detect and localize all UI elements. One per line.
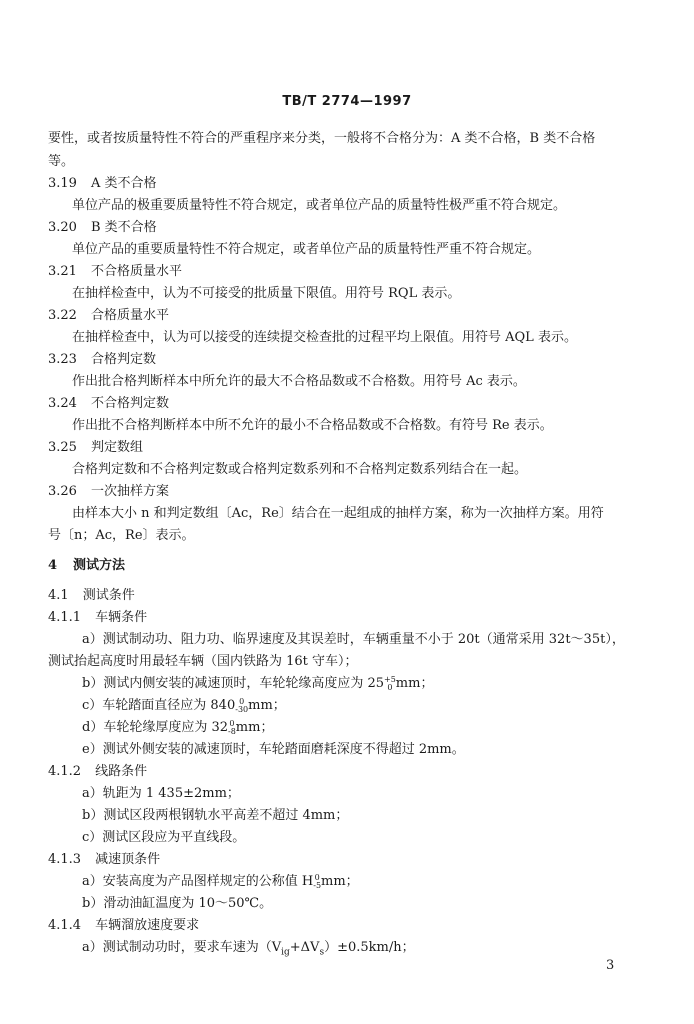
section-4-heading — [48, 556, 125, 576]
section-4-1-2-item-a: a）轨距为 1 435±2mm； — [82, 786, 240, 801]
section-3-21-text: 在抽样检查中，认为不可接受的批质量下限值。用符号 RQL 表示。 — [72, 286, 461, 301]
section-number: 3.25 — [48, 440, 77, 455]
section-title: 合格质量水平 — [90, 308, 169, 323]
section-3-26-text-1: 由样本大小 n 和判定数组〔Ac，Re〕结合在一起组成的抽样方案，称为一次抽样方案。用符 — [72, 506, 604, 521]
section-4-1-4-item-a — [82, 938, 415, 958]
section-number: 4.1.2 — [48, 764, 82, 779]
page-number: 3 — [606, 958, 615, 973]
section-title: 测试方法 — [73, 558, 126, 573]
section-4-1-3-item-b: b）滑动油缸温度为 10～50℃。 — [82, 896, 273, 911]
section-3-26-heading — [48, 482, 169, 502]
section-number: 3.24 — [48, 396, 77, 411]
section-3-25-text: 合格判定数和不合格判定数或合格判定数系列和不合格判定数系列结合在一起。 — [72, 462, 528, 477]
tolerance-upper: 0 — [229, 718, 235, 728]
item-unit: mm； — [235, 720, 274, 735]
section-number: 4 — [48, 558, 58, 573]
section-number: 3.20 — [48, 220, 77, 235]
section-4-1-1-item-b — [82, 674, 433, 694]
section-3-24-heading — [48, 394, 169, 414]
section-4-1-1-item-d — [82, 718, 273, 738]
item-unit: mm； — [321, 874, 359, 889]
item-text: ）±0.5km/h； — [324, 940, 415, 955]
item-text: c）车轮踏面直径应为 840 — [82, 698, 236, 713]
section-title: 判定数组 — [90, 440, 143, 455]
tolerance-upper: 0 — [314, 872, 320, 882]
section-3-25-heading — [48, 438, 143, 458]
section-4-1-4-heading — [48, 916, 199, 936]
section-3-20-heading — [48, 218, 157, 238]
item-text: a）安装高度为产品图样规定的公称值 H — [82, 874, 314, 889]
tolerance — [235, 698, 248, 714]
section-title: 一次抽样方案 — [90, 484, 169, 499]
section-number: 4.1.4 — [48, 918, 82, 933]
section-number: 3.21 — [48, 264, 77, 279]
tolerance — [313, 874, 321, 890]
item-text: d）车轮轮缘厚度应为 32 — [82, 720, 228, 735]
section-title: 车辆溜放速度要求 — [95, 918, 200, 933]
section-4-1-1-item-c — [82, 696, 286, 716]
tolerance-lower: -30 — [235, 704, 249, 714]
tolerance-upper: 0 — [239, 696, 245, 706]
section-4-1-1-item-a-line-1: a）测试制动功、阻力功、临界速度及其误差时，车辆重量不小于 20t（通常采用 32t～35t）， — [82, 632, 625, 647]
section-title: A 类不合格 — [90, 176, 157, 191]
section-number: 4.1 — [48, 588, 69, 603]
section-number: 3.19 — [48, 176, 77, 191]
tolerance-lower: 0 — [387, 682, 393, 692]
section-4-1-1-item-e: e）测试外侧安装的减速顶时，车轮踏面磨耗深度不得超过 2mm。 — [82, 742, 465, 757]
section-title: 合格判定数 — [90, 352, 156, 367]
section-title: 减速顶条件 — [95, 852, 161, 867]
section-title: B 类不合格 — [90, 220, 157, 235]
section-number: 4.1.3 — [48, 852, 82, 867]
section-3-26-text-2: 号〔n；Ac，Re〕表示。 — [48, 528, 195, 543]
section-3-22-heading — [48, 306, 169, 326]
section-3-24-text: 作出批不合格判断样本中所不允许的最小不合格品数或不合格数。有符号 Re 表示。 — [72, 418, 553, 433]
section-4-1-heading — [48, 586, 135, 606]
item-text: +ΔV — [289, 940, 320, 955]
section-4-1-3-item-a — [82, 872, 359, 892]
section-title: 测试条件 — [82, 588, 135, 603]
section-3-23-text: 作出批合格判断样本中所允许的最大不合格品数或不合格数。用符号 Ac 表示。 — [72, 374, 526, 389]
section-3-19-heading — [48, 174, 156, 194]
section-3-23-heading — [48, 350, 156, 370]
section-4-1-2-item-b: b）测试区段两根钢轨水平高差不超过 4mm； — [82, 808, 349, 823]
section-title: 车辆条件 — [95, 610, 148, 625]
section-4-1-1-heading — [48, 608, 147, 628]
section-number: 4.1.1 — [48, 610, 82, 625]
section-4-1-2-heading — [48, 762, 147, 782]
section-4-1-2-item-c: c）测试区段应为平直线段。 — [82, 830, 246, 845]
section-title: 不合格质量水平 — [90, 264, 182, 279]
tolerance-upper: +5 — [384, 674, 396, 684]
tolerance — [384, 676, 396, 692]
item-unit: mm； — [248, 698, 286, 713]
tolerance — [228, 720, 236, 736]
section-title: 线路条件 — [95, 764, 148, 779]
subscript: s — [319, 947, 325, 958]
document-header: TB/T 2774—1997 — [282, 94, 412, 109]
section-3-21-heading — [48, 262, 182, 282]
subscript: ig — [281, 947, 290, 958]
section-3-20-text: 单位产品的重要质量特性不符合规定，或者单位产品的质量特性严重不符合规定。 — [72, 242, 541, 257]
section-4-1-1-item-a-line-2: 测试抬起高度时用最轻车辆（国内铁路为 16t 守车）； — [48, 654, 358, 669]
continuation-line-2: 等。 — [48, 154, 75, 169]
section-3-22-text: 在抽样检查中，认为可以接受的连续提交检查批的过程平均上限值。用符号 AQL 表示。 — [72, 330, 577, 345]
section-number: 3.22 — [48, 308, 77, 323]
section-3-19-text: 单位产品的极重要质量特性不符合规定，或者单位产品的质量特性极严重不符合规定。 — [72, 198, 567, 213]
tolerance-lower: -5 — [313, 880, 322, 890]
section-title: 不合格判定数 — [90, 396, 169, 411]
section-number: 3.23 — [48, 352, 77, 367]
continuation-line-1: 要性，或者按质量特性不符合的严重程序来分类，一般将不合格分为：A 类不合格，B 类不合格 — [48, 131, 596, 146]
tolerance-lower: -8 — [228, 726, 236, 736]
section-number: 3.26 — [48, 484, 77, 499]
item-unit: mm； — [395, 676, 434, 691]
item-text: b）测试内侧安装的减速顶时，车轮轮缘高度应为 25 — [82, 676, 384, 691]
section-4-1-3-heading — [48, 850, 160, 870]
item-text: a）测试制动功时，要求车速为（V — [82, 940, 282, 955]
